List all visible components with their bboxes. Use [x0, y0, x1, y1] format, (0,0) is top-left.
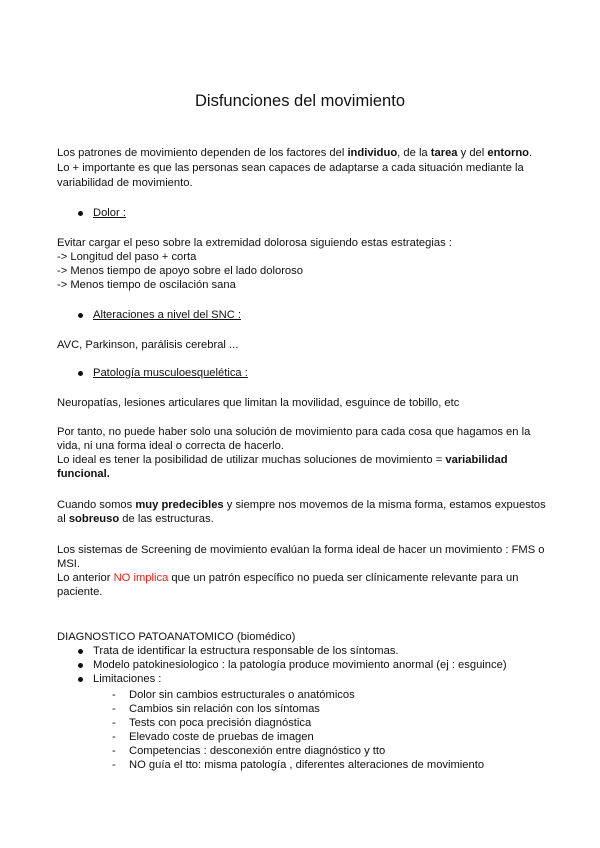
intro-line-3: variabilidad de movimiento. [57, 177, 193, 189]
screening-line-2: MSI. [57, 558, 80, 570]
bullet-diag-3-icon [78, 677, 83, 682]
predecibles-line-2: al sobreuso de las estructuras. [57, 513, 214, 525]
portanto-line-2: vida, ni una forma ideal o correcta de hacerlo. [57, 440, 284, 452]
diagnostico-bullet-1: Trata de identificar la estructura responsable de los síntomas. [93, 645, 399, 657]
screening-line-4: paciente. [57, 586, 103, 598]
dolor-heading: Dolor : [93, 207, 126, 219]
limitacion-item: Tests con poca precisión diagnóstica [129, 717, 312, 729]
portanto-line-4: funcional. [57, 468, 110, 480]
limitacion-item: NO guía el tto: misma patología , diferentes alteraciones de movimiento [129, 759, 485, 771]
bullet-snc-icon [78, 313, 83, 318]
intro-line-1: Los patrones de movimiento dependen de los factores del individuo, de la tarea y del entorno. [57, 147, 533, 159]
musculo-heading: Patología musculoesquelética : [93, 367, 248, 379]
limitacion-item: Dolor sin cambios estructurales o anatómicos [129, 689, 355, 701]
dash-marker: - [112, 731, 116, 743]
screening-line-1: Los sistemas de Screening de movimiento evalúan la forma ideal de hacer un movimiento : FMS o [57, 544, 545, 556]
dash-marker: - [112, 745, 116, 757]
screening-line-3: Lo anterior NO implica que un patrón específico no pueda ser clínicamente relevante para un [57, 572, 519, 584]
diagnostico-bullet-3: Limitaciones : [93, 673, 162, 685]
dolor-line-4: -> Menos tiempo de oscilación sana [57, 279, 236, 291]
dolor-line-3: -> Menos tiempo de apoyo sobre el lado doloroso [57, 265, 303, 277]
bullet-diag-1-icon [78, 649, 83, 654]
bullet-diag-2-icon [78, 663, 83, 668]
snc-heading: Alteraciones a nivel del SNC : [93, 309, 241, 321]
dolor-line-2: -> Longitud del paso + corta [57, 251, 197, 263]
dash-marker: - [112, 703, 116, 715]
musculo-line-1: Neuropatías, lesiones articulares que limitan la movilidad, esguince de tobillo, etc [57, 397, 460, 409]
dash-marker: - [112, 759, 116, 771]
predecibles-line-1: Cuando somos muy predecibles y siempre nos movemos de la misma forma, estamos expuestos [57, 499, 546, 511]
page-title: Disfunciones del movimiento [194, 92, 405, 110]
portanto-line-3: Lo ideal es tener la posibilidad de utilizar muchas soluciones de movimiento = variabilidad [57, 454, 508, 466]
bullet-dolor-icon [78, 211, 83, 216]
intro-line-2: Lo + importante es que las personas sean capaces de adaptarse a cada situación mediante la [57, 162, 524, 174]
bullet-musculo-icon [78, 371, 83, 376]
portanto-line-1: Por tanto, no puede haber solo una solución de movimiento para cada cosa que hagamos en la [57, 426, 531, 438]
diagnostico-bullet-2: Modelo patokinesiologico : la patología produce movimiento anormal (ej : esguince) [93, 659, 507, 671]
diagnostico-heading: DIAGNOSTICO PATOANATOMICO (biomédico) [57, 631, 296, 643]
dash-marker: - [112, 717, 116, 729]
dash-marker: - [112, 689, 116, 701]
limitacion-item: Competencias : desconexión entre diagnóstico y tto [129, 745, 386, 757]
limitacion-item: Elevado coste de pruebas de imagen [129, 731, 314, 743]
dolor-line-1: Evitar cargar el peso sobre la extremidad dolorosa siguiendo estas estrategias : [57, 237, 452, 249]
limitacion-item: Cambios sin relación con los síntomas [129, 703, 320, 715]
snc-line-1: AVC, Parkinson, parálisis cerebral ... [57, 339, 239, 351]
